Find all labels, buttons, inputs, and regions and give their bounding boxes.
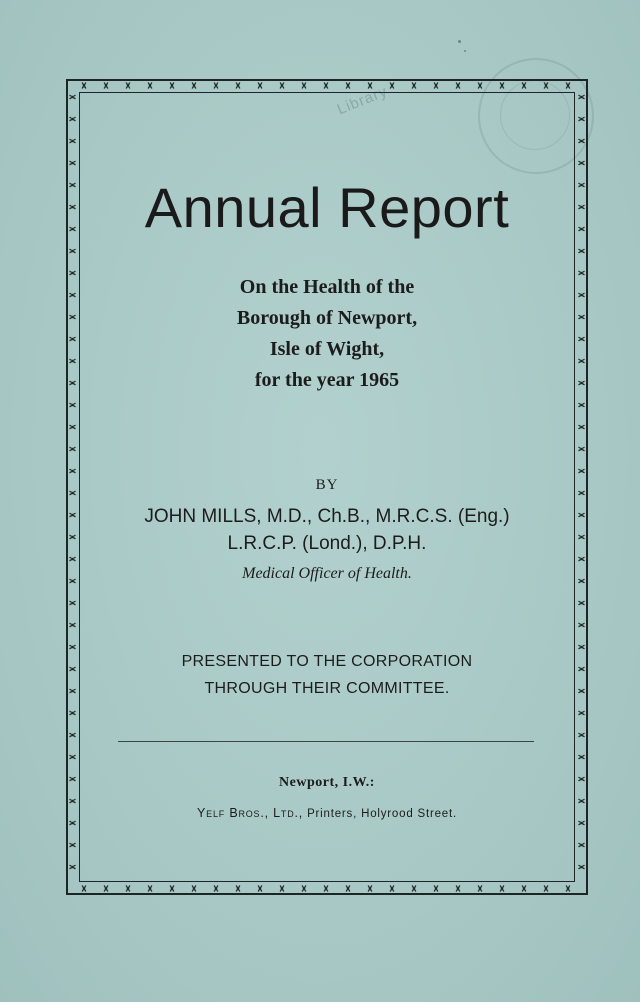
border-ornament bbox=[579, 425, 585, 429]
border-ornament bbox=[579, 601, 585, 605]
border-ornament bbox=[579, 161, 585, 165]
border-ornament bbox=[258, 886, 262, 892]
border-ornament bbox=[70, 205, 76, 209]
border-ornament bbox=[70, 843, 76, 847]
border-ornament bbox=[456, 886, 460, 892]
border-ornament bbox=[170, 83, 174, 89]
border-ornament bbox=[579, 535, 585, 539]
border-ornament bbox=[280, 886, 284, 892]
border-ornament bbox=[302, 886, 306, 892]
border-ornament bbox=[70, 645, 76, 649]
border-ornament bbox=[70, 623, 76, 627]
border-ornament bbox=[70, 359, 76, 363]
subtitle-line-4: for the year 1965 bbox=[254, 369, 400, 391]
horizontal-rule bbox=[118, 741, 534, 742]
border-ornament bbox=[579, 117, 585, 121]
border-ornament bbox=[579, 513, 585, 517]
border-ornament bbox=[70, 557, 76, 561]
border-ornament bbox=[579, 447, 585, 451]
border-ornament bbox=[412, 886, 416, 892]
border-ornament bbox=[126, 886, 130, 892]
border-ornament bbox=[70, 271, 76, 275]
border-ornament bbox=[544, 886, 548, 892]
border-ornament bbox=[579, 469, 585, 473]
border-ornament bbox=[302, 83, 306, 89]
border-ornament bbox=[70, 381, 76, 385]
border-ornament bbox=[579, 315, 585, 319]
border-ornament bbox=[70, 491, 76, 495]
imprint-place: Newport, I.W.: bbox=[279, 775, 375, 790]
border-ornament bbox=[544, 83, 548, 89]
border-ornament bbox=[70, 601, 76, 605]
border-ornament bbox=[70, 425, 76, 429]
border-ornament bbox=[70, 469, 76, 473]
by-label: BY bbox=[315, 477, 339, 493]
border-ornament bbox=[579, 491, 585, 495]
border-ornament bbox=[500, 83, 504, 89]
border-ornament bbox=[214, 83, 218, 89]
border-ornament bbox=[70, 535, 76, 539]
border-ornament bbox=[346, 83, 350, 89]
border-ornament bbox=[104, 83, 108, 89]
author-qualifications-line: L.R.C.P. (Lond.), D.P.H. bbox=[227, 533, 427, 554]
imprint-printer bbox=[80, 806, 574, 820]
border-ornament bbox=[70, 799, 76, 803]
border-ornament bbox=[579, 821, 585, 825]
border-ornament bbox=[579, 359, 585, 363]
border-ornament bbox=[346, 886, 350, 892]
border-ornament bbox=[70, 337, 76, 341]
border-ornament bbox=[579, 557, 585, 561]
presented-line-1: PRESENTED TO THE CORPORATION bbox=[181, 653, 473, 670]
printer-name: Yelf Bros., Ltd., bbox=[197, 806, 304, 820]
presentation-statement bbox=[80, 648, 574, 702]
border-ornament bbox=[70, 183, 76, 187]
border-ornament bbox=[82, 83, 86, 89]
border-ornament bbox=[70, 711, 76, 715]
border-ornament bbox=[390, 83, 394, 89]
border-ornament bbox=[579, 799, 585, 803]
border-ornament bbox=[579, 337, 585, 341]
author-role: Medical Officer of Health. bbox=[242, 565, 412, 582]
report-subtitle bbox=[80, 272, 574, 396]
border-ornament bbox=[579, 249, 585, 253]
border-ornament bbox=[579, 689, 585, 693]
printer-address: Printers, Holyrood Street. bbox=[307, 808, 457, 820]
border-ornament bbox=[70, 777, 76, 781]
border-ornament bbox=[579, 843, 585, 847]
border-ornament bbox=[390, 886, 394, 892]
border-ornament bbox=[280, 83, 284, 89]
border-ornament bbox=[70, 139, 76, 143]
border-ornament bbox=[566, 886, 570, 892]
border-ornament bbox=[412, 83, 416, 89]
border-ornament bbox=[500, 886, 504, 892]
border-ornament bbox=[324, 886, 328, 892]
border-ornament bbox=[70, 667, 76, 671]
border-ornament bbox=[579, 95, 585, 99]
border-ornament bbox=[70, 513, 76, 517]
border-ornament bbox=[324, 83, 328, 89]
border-ornament bbox=[70, 95, 76, 99]
border-ornament bbox=[456, 83, 460, 89]
border-ornament bbox=[522, 886, 526, 892]
border-ornament bbox=[236, 886, 240, 892]
paper-speck bbox=[464, 50, 466, 52]
border-ornament bbox=[70, 865, 76, 869]
border-ornament bbox=[579, 777, 585, 781]
border-ornament bbox=[148, 83, 152, 89]
border-ornament bbox=[70, 227, 76, 231]
border-ornament bbox=[579, 645, 585, 649]
border-ornament bbox=[579, 865, 585, 869]
report-title: Annual Report bbox=[144, 176, 510, 239]
border-ornament bbox=[579, 227, 585, 231]
border-ornament bbox=[579, 667, 585, 671]
border-ornament bbox=[579, 755, 585, 759]
border-ornament bbox=[566, 83, 570, 89]
border-ornament bbox=[82, 886, 86, 892]
border-ornament bbox=[104, 886, 108, 892]
subtitle-line-1: On the Health of the bbox=[239, 276, 415, 298]
border-ornament bbox=[70, 689, 76, 693]
subtitle-line-2: Borough of Newport, bbox=[236, 307, 418, 329]
border-ornament bbox=[192, 886, 196, 892]
border-ornament bbox=[522, 83, 526, 89]
border-ornament bbox=[70, 161, 76, 165]
library-stamp-text: Library bbox=[334, 82, 391, 119]
border-ornament bbox=[148, 886, 152, 892]
border-ornament bbox=[478, 83, 482, 89]
border-ornament bbox=[126, 83, 130, 89]
border-ornament bbox=[192, 83, 196, 89]
paper-speck bbox=[458, 40, 461, 43]
border-ornament bbox=[70, 821, 76, 825]
border-ornament bbox=[170, 886, 174, 892]
border-ornament bbox=[434, 886, 438, 892]
border-ornament bbox=[579, 205, 585, 209]
border-ornament bbox=[434, 83, 438, 89]
border-ornament bbox=[579, 711, 585, 715]
border-ornament bbox=[70, 249, 76, 253]
border-ornament bbox=[368, 83, 372, 89]
border-ornament bbox=[70, 293, 76, 297]
border-ornament bbox=[70, 403, 76, 407]
border-ornament bbox=[214, 886, 218, 892]
border-ornament bbox=[70, 755, 76, 759]
border-ornament bbox=[579, 139, 585, 143]
border-ornament bbox=[579, 623, 585, 627]
border-ornament bbox=[258, 83, 262, 89]
presented-line-2: THROUGH THEIR COMMITTEE. bbox=[204, 680, 450, 697]
border-ornament bbox=[579, 271, 585, 275]
author-name-line: JOHN MILLS, M.D., Ch.B., M.R.C.S. (Eng.) bbox=[144, 506, 510, 527]
border-ornament bbox=[579, 403, 585, 407]
border-ornament bbox=[368, 886, 372, 892]
border-ornament bbox=[236, 83, 240, 89]
border-ornament bbox=[70, 117, 76, 121]
border-ornament bbox=[70, 579, 76, 583]
border-ornament bbox=[579, 579, 585, 583]
border-ornament bbox=[579, 381, 585, 385]
author-credentials bbox=[80, 503, 574, 557]
border-ornament bbox=[579, 293, 585, 297]
subtitle-line-3: Isle of Wight, bbox=[269, 338, 385, 360]
border-ornament bbox=[70, 315, 76, 319]
border-ornament bbox=[579, 733, 585, 737]
border-ornament bbox=[478, 886, 482, 892]
border-ornament bbox=[70, 447, 76, 451]
border-ornament bbox=[70, 733, 76, 737]
border-ornament bbox=[579, 183, 585, 187]
